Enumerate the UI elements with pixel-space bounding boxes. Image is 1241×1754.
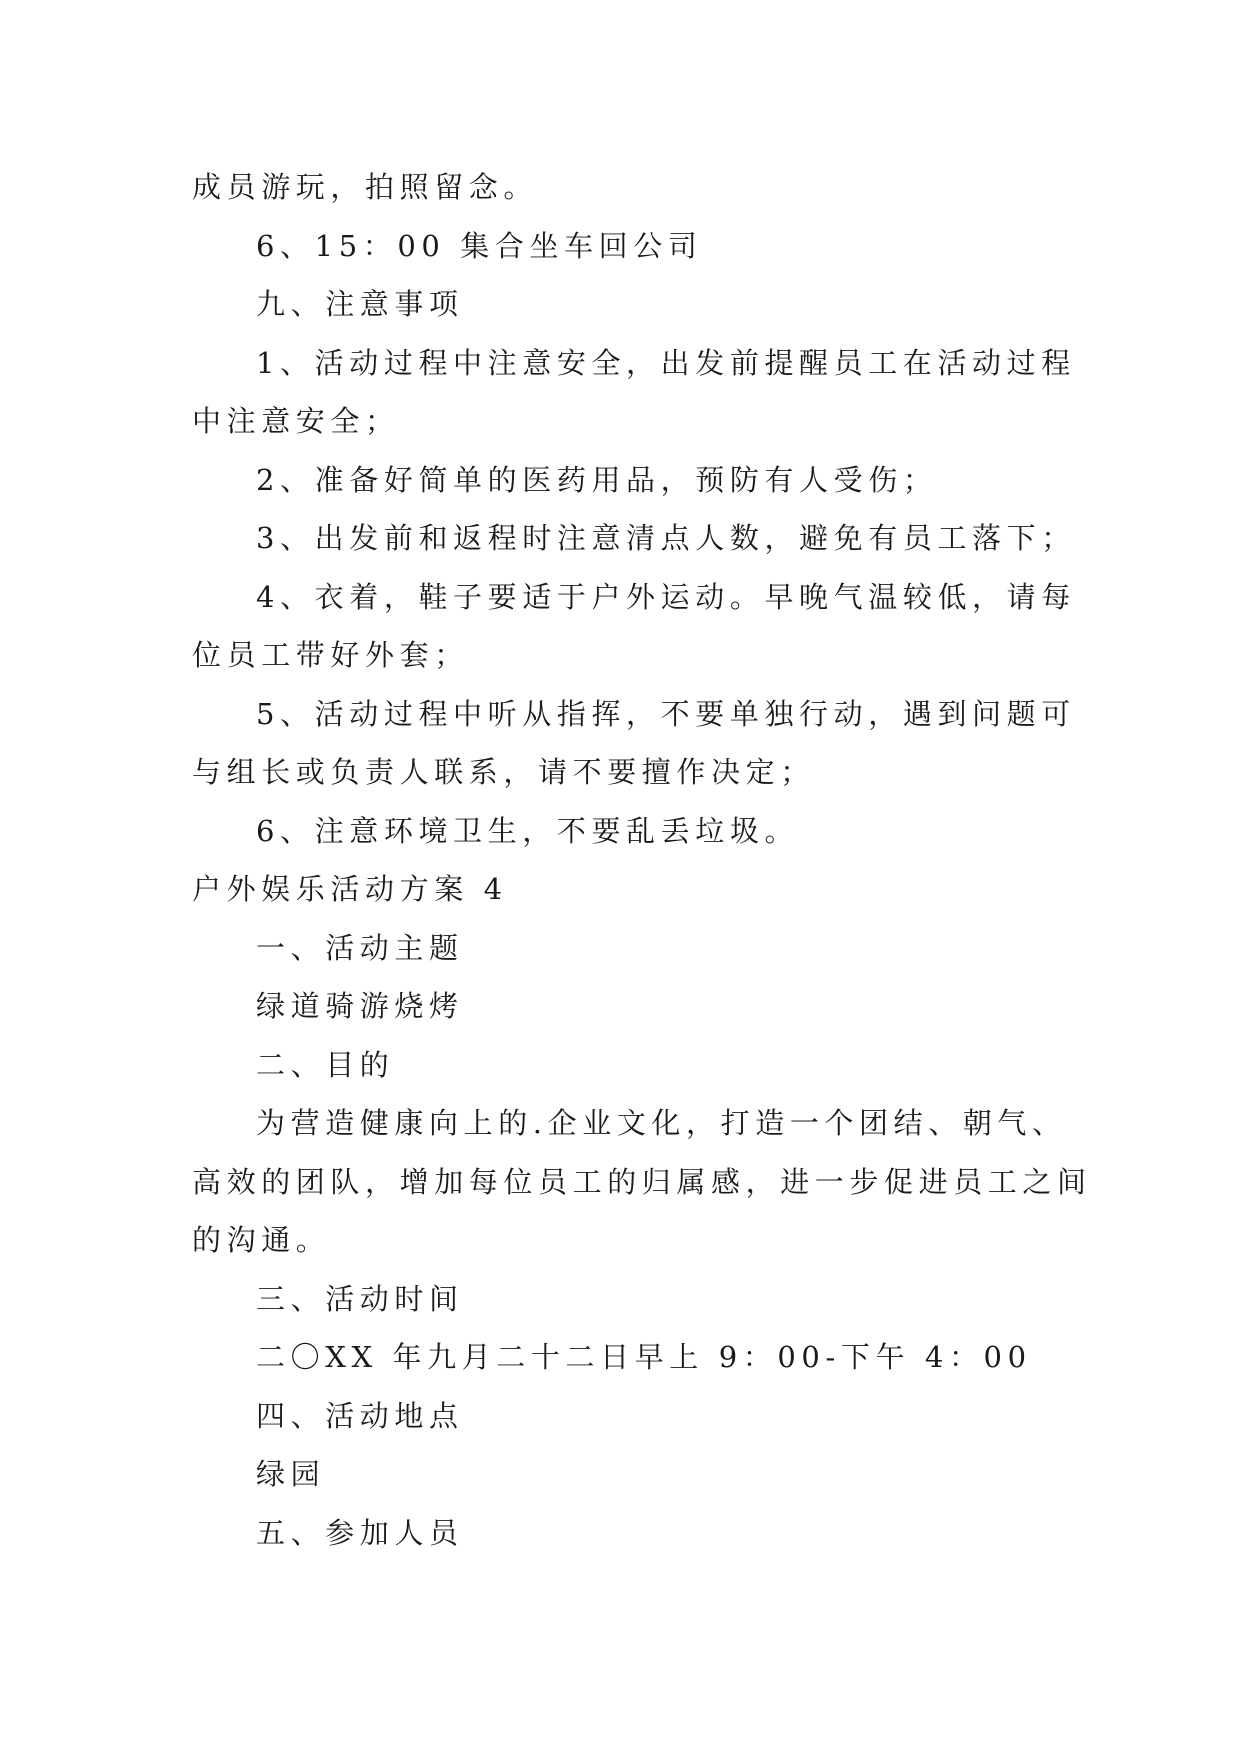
text-line: 3、出发前和返程时注意清点人数，避免有员工落下； [256, 521, 1076, 555]
text-line: 5、活动过程中听从指挥，不要单独行动，遇到问题可 [256, 696, 1076, 731]
section-heading: 九、注意事项 [256, 287, 464, 321]
text-line: 2、准备好简单的医药用品，预防有人受伤； [256, 462, 938, 497]
text-line: 成员游玩，拍照留念。 [192, 170, 539, 204]
text-line: 为营造健康向上的.企业文化，打造一个团结、朝气、 [256, 1106, 1067, 1140]
text-line: 6、注意环境卫生，不要乱丢垃圾。 [256, 813, 800, 848]
text-line: 1、活动过程中注意安全，出发前提醒员工在活动过程 [256, 345, 1076, 380]
text-line: 位员工带好外套； [192, 638, 469, 672]
text-line: 的沟通。 [192, 1223, 331, 1257]
section-heading: 三、活动时间 [256, 1281, 464, 1316]
text-line: 绿园 [256, 1457, 326, 1491]
document-title: 户外娱乐活动方案 4 [192, 872, 508, 906]
text-line: 与组长或负责人联系，请不要擅作决定； [192, 755, 815, 789]
text-line: 4、衣着，鞋子要适于户外运动。早晚气温较低，请每 [256, 579, 1076, 614]
text-line: 6、15：00 集合坐车回公司 [256, 228, 703, 263]
document-page [192, 158, 1092, 1562]
text-line: 中注意安全； [192, 404, 400, 438]
text-line: 高效的团队，增加每位员工的归属感，进一步促进员工之间 [192, 1164, 1092, 1199]
section-heading: 一、活动主题 [256, 930, 464, 965]
section-heading: 四、活动地点 [256, 1398, 464, 1433]
text-line: 绿道骑游烧烤 [256, 989, 464, 1023]
section-heading: 五、参加人员 [256, 1515, 464, 1550]
section-heading: 二、目的 [256, 1047, 395, 1082]
text-line: 二〇XX 年九月二十二日早上 9：00-下午 4：00 [256, 1340, 1032, 1374]
